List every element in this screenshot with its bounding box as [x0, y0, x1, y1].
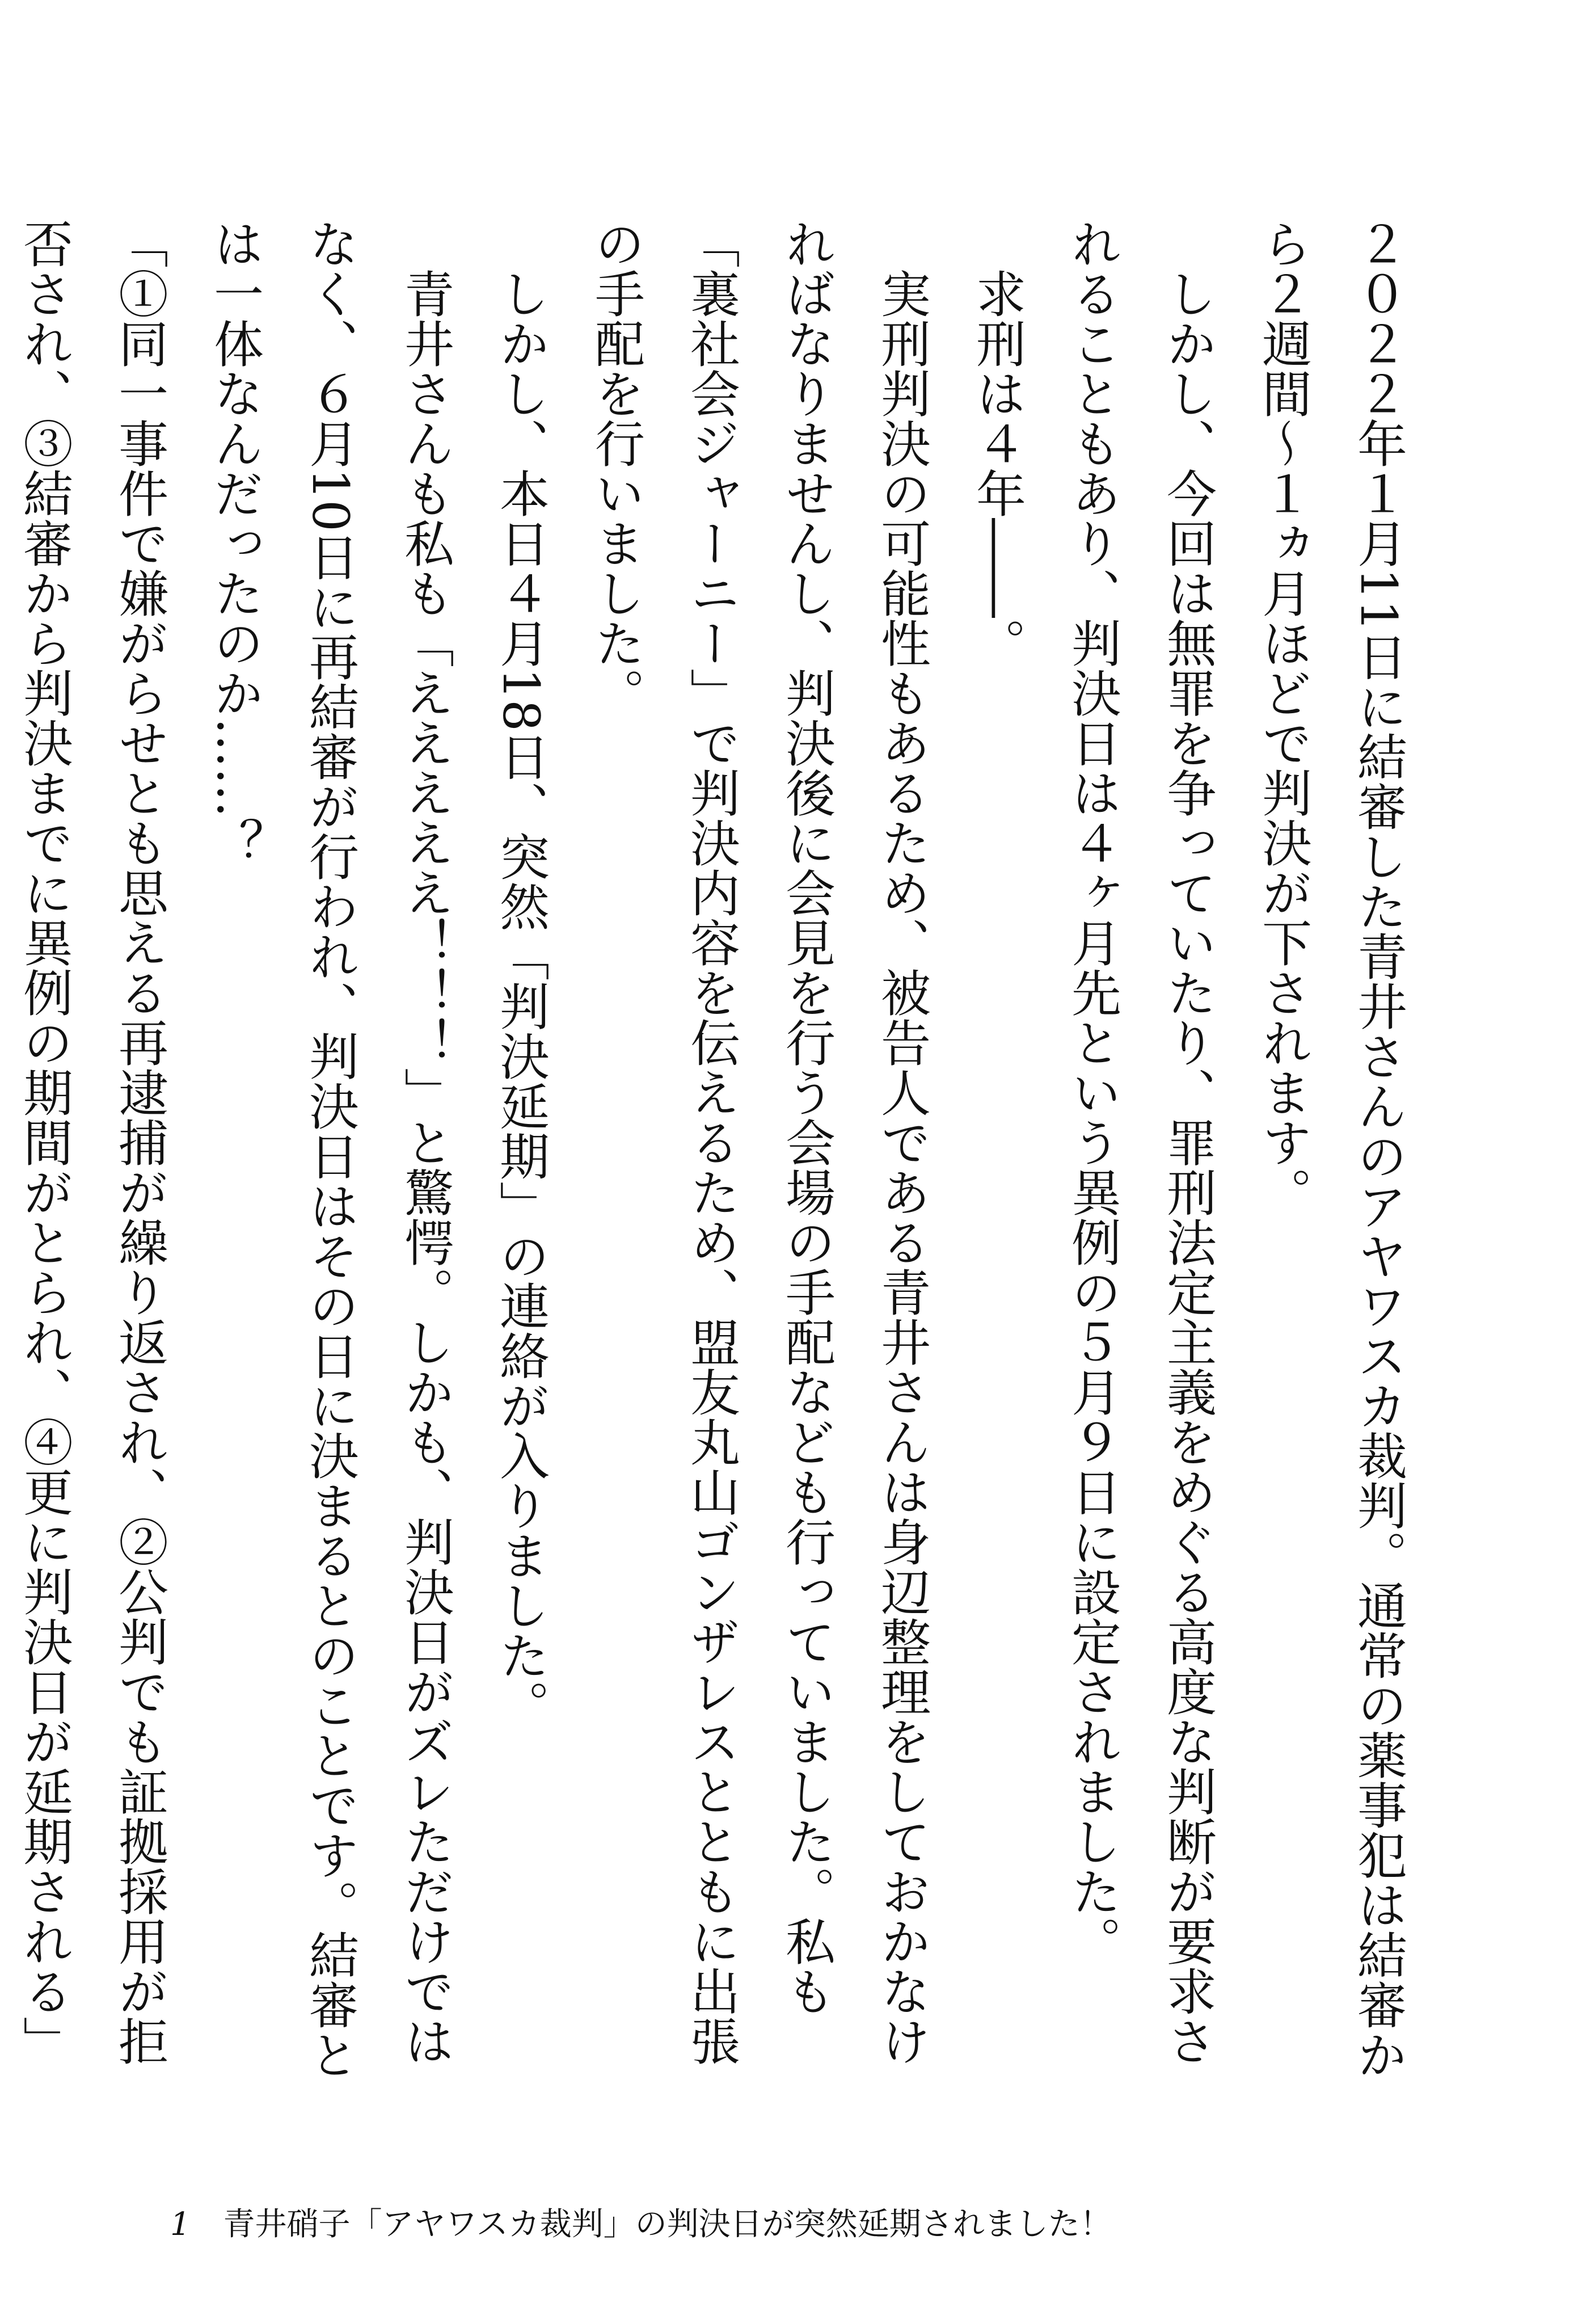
page-number: 1	[170, 2206, 191, 2243]
paragraph: 実刑判決の可能性もあるため、被告人である青井さんは身辺整理をしておかなければなりませんし、判決後に会見を行う会場の手配なども行っていました。私も「裏社会ジャーニー」で判決内容を伝えるため、盟友丸山ゴンザレスとともに出張の手配を行いました。	[587, 218, 931, 2066]
paragraph: 青井さんも私も「えええええ！！！」と驚愕。しかも、判決日がズレただけではなく、６月10日に再結審が行われ、判決日はその日に決まるとのことです。結審とは一体なんだったのか……？	[206, 218, 455, 2079]
paragraph: ２０２２年１月11日に結審した青井さんのアヤワスカ裁判。通常の薬事犯は結審から２週間～１ヵ月ほどで判決が下されます。	[1254, 218, 1408, 2079]
paragraph: 「①同一事件で嫌がらせとも思える再逮捕が繰り返され、②公判でも証拠採用が拒否され、③結審から判決までに異例の期間がとられ、④更に判決日が延期される」	[15, 218, 169, 2066]
paragraph: しかし、本日４月18日、突然「判決延期」の連絡が入りました。	[492, 268, 550, 1730]
running-title: 青井硝子「アヤワスカ裁判」の判決日が突然延期されました！	[223, 2206, 1112, 2243]
vertical-body-text	[15, 218, 1426, 2091]
page-footer	[170, 2199, 1112, 2245]
paragraph: しかし、今回は無罪を争っていたり、罪刑法定主義をめぐる高度な判断が要求されることもあり、判決日は４ヶ月先という異例の５月９日に設定されました。	[1064, 218, 1217, 2066]
paragraph: 求刑は４年――。	[968, 268, 1027, 668]
